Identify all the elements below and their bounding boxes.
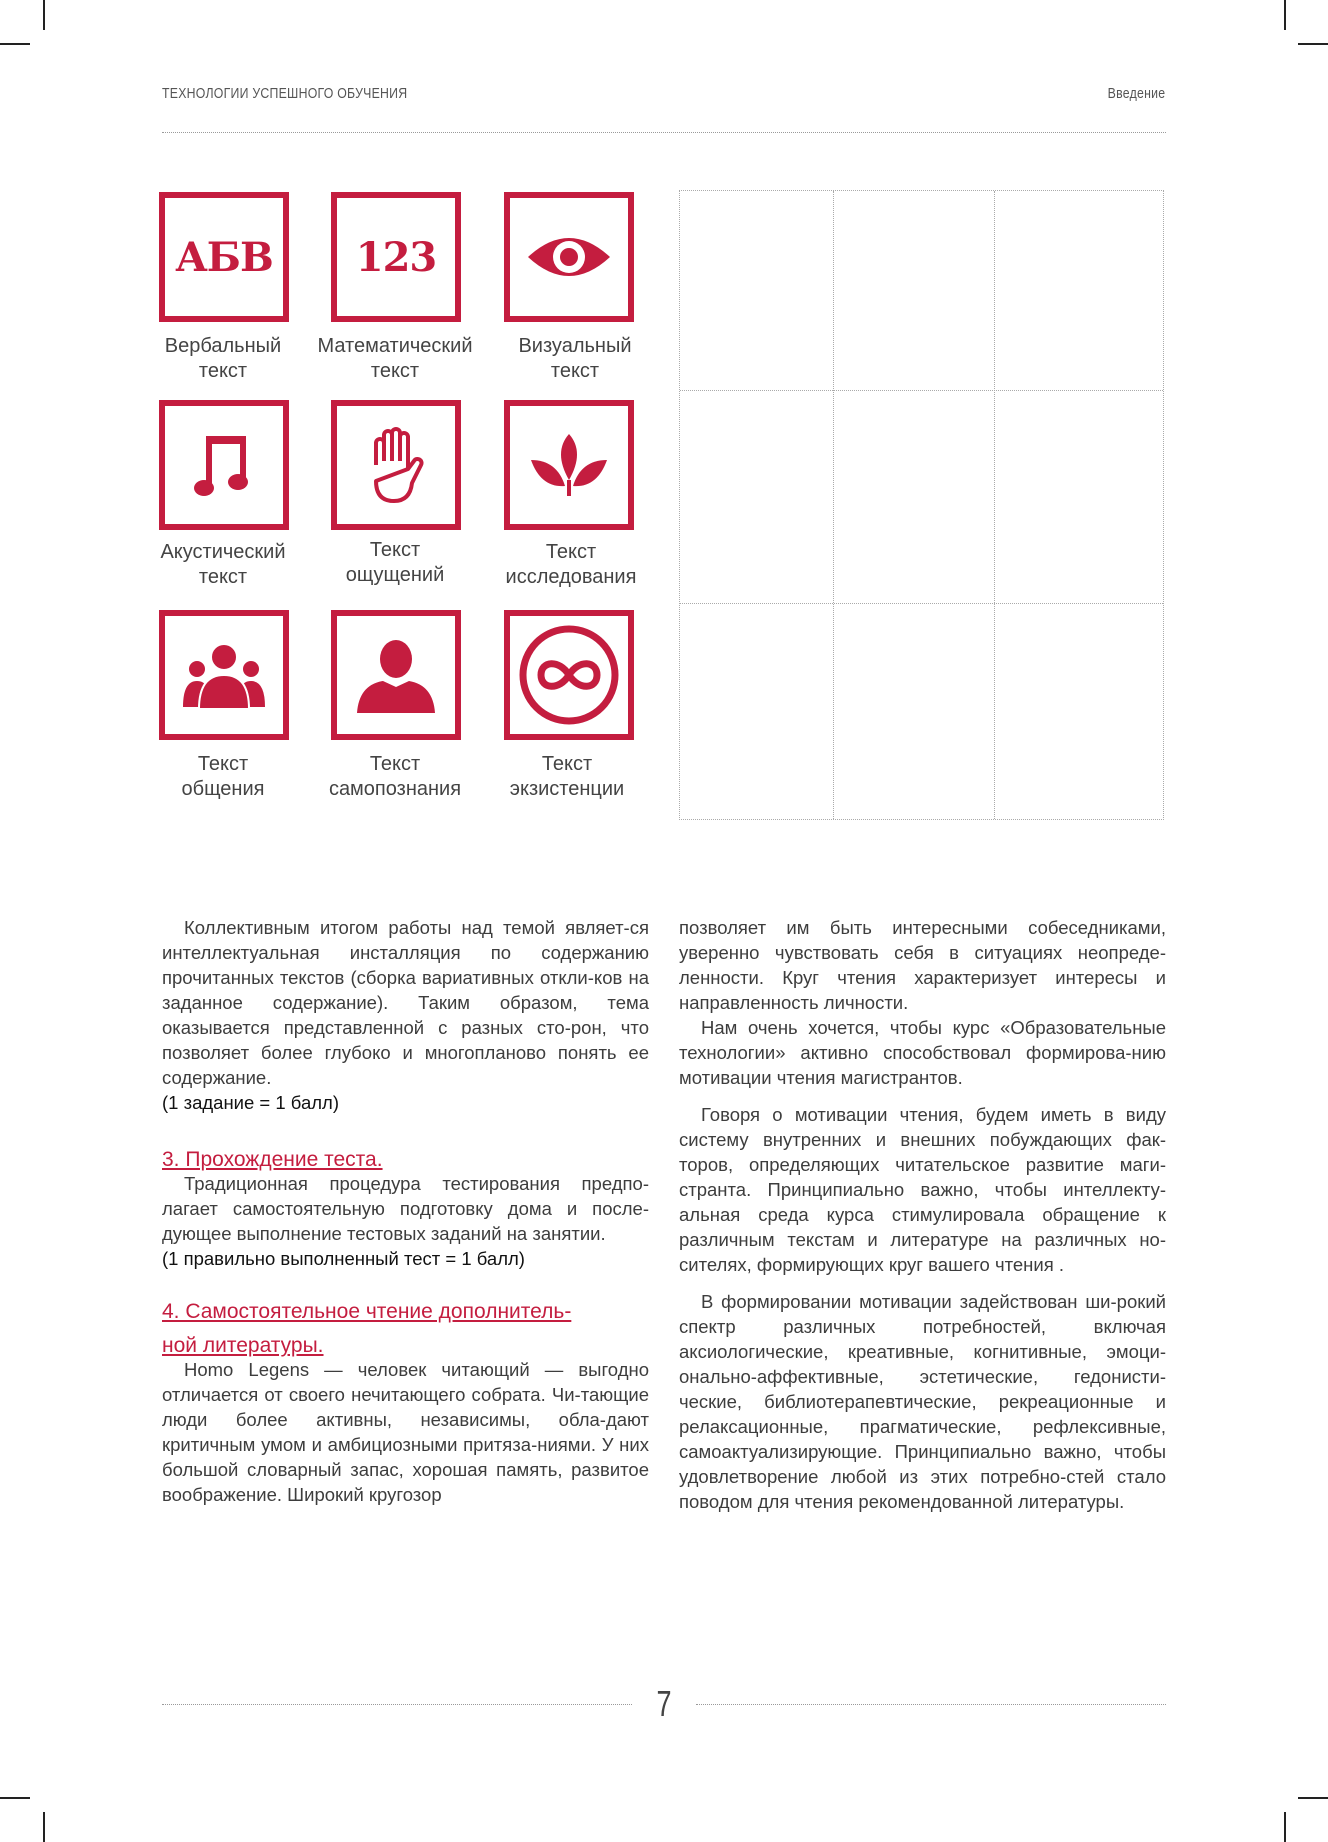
crop-mark: [43, 0, 45, 30]
abv-glyph: АБВ: [175, 233, 273, 281]
eye-icon: [504, 192, 634, 322]
paragraph: позволяет им быть интересными собеседниками, уверенно чувствовать себя в ситуациях неопреде-ленности. Круг чтения характеризует интересы и направленность личности.: [679, 917, 1166, 1013]
paragraph: Нам очень хочется, чтобы курс «Образовательные технологии» активно способствовал формирова-нию мотивации чтения магистрантов.: [679, 1017, 1166, 1088]
caption-line: исследования: [505, 566, 637, 588]
caption-line: Акустический: [160, 541, 286, 563]
icon-caption: [305, 752, 485, 802]
abv-letters-icon: [159, 192, 289, 322]
crop-mark: [1298, 1797, 1328, 1799]
grid-line: [994, 191, 995, 819]
leaves-icon: [504, 400, 634, 530]
caption-line: ощущений: [345, 564, 445, 586]
crop-mark: [1284, 1812, 1286, 1842]
caption-line: текст: [198, 566, 248, 588]
crop-mark: [0, 1797, 30, 1799]
music-note-icon: [159, 400, 289, 530]
paragraph: Коллективным итогом работы над темой являет-ся интеллектуальная инсталляция по содержанию прочитанных текстов (сборка вариативных откли-ков на заданное содержание). Таким образом, тема оказывается представленной с разных сто-рон, что позволяет более глубоко и многопланово понять ее содержание.: [162, 917, 649, 1088]
score-note: (1 задание = 1 балл): [162, 1092, 340, 1113]
caption-line: экзистенции: [509, 778, 625, 800]
left-column: [162, 915, 649, 1507]
caption-line: общения: [181, 778, 265, 800]
infinity-icon: [504, 610, 634, 740]
caption-line: Текст: [369, 539, 421, 561]
caption-line: Визуальный: [518, 335, 632, 357]
grid-line: [680, 390, 1163, 391]
caption-line: Текст: [545, 541, 597, 563]
icon-caption: [133, 334, 313, 384]
crop-mark: [1298, 43, 1328, 45]
crop-mark: [1284, 0, 1286, 30]
icon-caption: [477, 752, 657, 802]
caption-line: текст: [198, 360, 248, 382]
caption-line: текст: [550, 360, 600, 382]
section-heading: ной литературы.: [162, 1334, 324, 1357]
caption-line: Математический: [317, 335, 473, 357]
running-header-section: Введение: [1107, 85, 1165, 102]
score-note: (1 правильно выполненный тест = 1 балл): [162, 1248, 525, 1269]
icon-caption: [305, 334, 485, 384]
section-heading: 3. Прохождение теста.: [162, 1148, 383, 1171]
icon-caption: [305, 538, 485, 588]
page-number: 7: [656, 1683, 672, 1724]
caption-line: Текст: [197, 753, 249, 775]
paragraph: Говоря о мотивации чтения, будем иметь в виду систему внутренних и внешних побуждающих фак-торов, определяющих читательское развитие маги-странта. Принципиально важно, чтобы интеллекту-альная среда курса стимулировала обращение к различным текстам и литературе на различных но-сителях, формирующих круг вашего чтения .: [679, 1104, 1166, 1275]
paragraph: Homo Legens — человек читающий — выгодно отличается от своего нечитающего собрата. Чи-тающие люди более активны, независимы, обла-дают критичным умом и амбициозными притяза-ниями. У них большой словарный запас, хорошая память, развитое воображение. Широкий кругозор: [162, 1359, 649, 1505]
right-column: [679, 915, 1166, 1514]
icon-caption: [485, 334, 665, 384]
section-heading: 4. Самостоятельное чтение дополнитель-: [162, 1300, 572, 1323]
icon-caption: [133, 752, 313, 802]
crop-mark: [0, 43, 30, 45]
grid-line: [833, 191, 834, 819]
numbers-123-icon: [331, 192, 461, 322]
hand-icon: [331, 400, 461, 530]
caption-line: Текст: [369, 753, 421, 775]
icon-caption: [133, 540, 313, 590]
header-divider: [162, 132, 1166, 133]
empty-dotted-grid: [679, 190, 1164, 820]
caption-line: Текст: [541, 753, 593, 775]
person-bust-icon: [331, 610, 461, 740]
group-people-icon: [159, 610, 289, 740]
paragraph: В формировании мотивации задействован ши-рокий спектр различных потребностей, включая аксиологические, креативные, когнитивные, эмоци-онально-аффективные, эстетические, гедонисти-ческие, библиотерапевтические, рекреационные и релаксационные, прагматические, рефлексивные, самоактуализирующие. Принципиально важно, чтобы удовлетворение любой из этих потребно-стей стало поводом для чтения рекомендованной литературы.: [679, 1291, 1166, 1512]
icon-caption: [481, 540, 661, 590]
grid-line: [680, 603, 1163, 604]
crop-mark: [43, 1812, 45, 1842]
caption-line: текст: [370, 360, 420, 382]
paragraph: Традиционная процедура тестирования предпо-лагает самостоятельную подготовку дома и после-дующее выполнение тестовых заданий на занятии.: [162, 1173, 649, 1244]
caption-line: самопознания: [328, 778, 462, 800]
caption-line: Вербальный: [164, 335, 282, 357]
numbers-glyph: 123: [355, 233, 437, 281]
running-header-title: ТЕХНОЛОГИИ УСПЕШНОГО ОБУЧЕНИЯ: [162, 85, 408, 102]
